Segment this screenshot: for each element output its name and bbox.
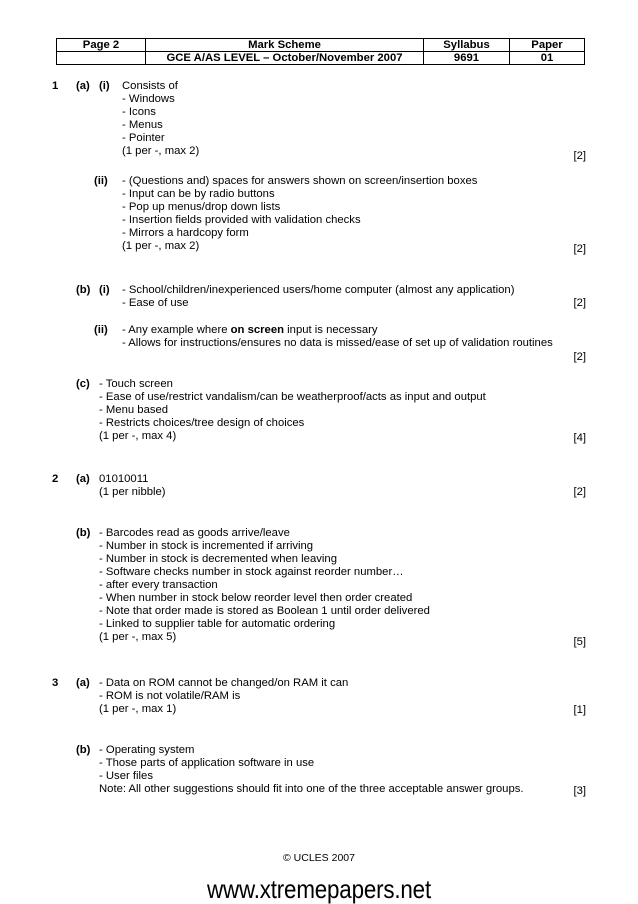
header-paper-code: 01 — [510, 52, 585, 65]
question-number-2: 2 — [52, 473, 59, 485]
header-page: Page 2 — [57, 39, 146, 52]
part-label-3a: (a) — [76, 677, 90, 689]
mark-2a: [2] — [573, 486, 586, 498]
header-paper: Paper — [510, 39, 585, 52]
answer-2b: - Barcodes read as goods arrive/leave - Number in stock is incremented if arriving - Number in stock is decremented when leaving - Software checks number in stock against reorder number… - after every transaction - When number in stock below reorder level then order created - Note that order made is stored as Boolean 1 until order delivered - Linked to supplier table for automatic ordering (1 per -, max 5) — [99, 527, 430, 643]
answer-1a-i: Consists of - Windows - Icons - Menus - Pointer (1 per -, max 2) — [122, 80, 200, 157]
part-label-2a: (a) — [76, 473, 90, 485]
answer-3a: - Data on ROM cannot be changed/on RAM it can - ROM is not volatile/RAM is (1 per -, max 1) — [99, 677, 349, 715]
subpart-label-1b-i: (i) — [99, 284, 110, 296]
subpart-label-1a-i: (i) — [99, 80, 110, 92]
mark-2b: [5] — [573, 636, 586, 648]
part-label-2b: (b) — [76, 527, 91, 539]
header-mark-scheme: Mark Scheme — [146, 39, 424, 52]
header-table — [56, 38, 585, 65]
mark-1b-ii: [2] — [573, 351, 586, 363]
header-row-1 — [57, 39, 585, 52]
header-syllabus-code: 9691 — [424, 52, 510, 65]
mark-1c: [4] — [573, 432, 586, 444]
answer-1a-ii: - (Questions and) spaces for answers shown on screen/insertion boxes - Input can be by radio buttons - Pop up menus/drop down lists - Insertion fields provided with validation checks - Mirrors a hardcopy form (1 per -, max 2) — [122, 175, 478, 252]
part-label-1c: (c) — [76, 378, 90, 390]
answer-1b-i: - School/children/inexperienced users/home computer (almost any application) - Ease of use — [122, 284, 515, 309]
copyright-footer: © UCLES 2007 — [283, 852, 355, 864]
mark-3b: [3] — [573, 785, 586, 797]
answer-1b-ii: - Any example where on screen input is necessary - Allows for instructions/ensures no data is missed/ease of set up of validation routines — [122, 324, 553, 349]
header-syllabus: Syllabus — [424, 39, 510, 52]
answer-1c: - Touch screen - Ease of use/restrict vandalism/can be weatherproof/acts as input and output - Menu based - Restricts choices/tree design of choices (1 per -, max 4) — [99, 378, 486, 442]
header-row-2 — [57, 52, 585, 65]
part-label-3b: (b) — [76, 744, 91, 756]
mark-1a-i: [2] — [573, 150, 586, 162]
watermark-url: www.xtremepapers.net — [206, 874, 431, 904]
mark-3a: [1] — [573, 704, 586, 716]
mark-1a-ii: [2] — [573, 243, 586, 255]
question-number-1: 1 — [52, 80, 59, 92]
part-label-1a: (a) — [76, 80, 90, 92]
subpart-label-1b-ii: (ii) — [94, 324, 108, 336]
mark-1b-i: [2] — [573, 297, 586, 309]
subpart-label-1a-ii: (ii) — [94, 175, 108, 187]
header-empty — [57, 52, 146, 65]
answer-2a: 01010011 (1 per nibble) — [99, 473, 166, 498]
question-number-3: 3 — [52, 677, 59, 689]
part-label-1b: (b) — [76, 284, 91, 296]
header-exam: GCE A/AS LEVEL – October/November 2007 — [146, 52, 424, 65]
answer-3b: - Operating system - Those parts of application software in use - User files Note: All other suggestions should fit into one of the three acceptable answer groups. — [99, 744, 524, 795]
